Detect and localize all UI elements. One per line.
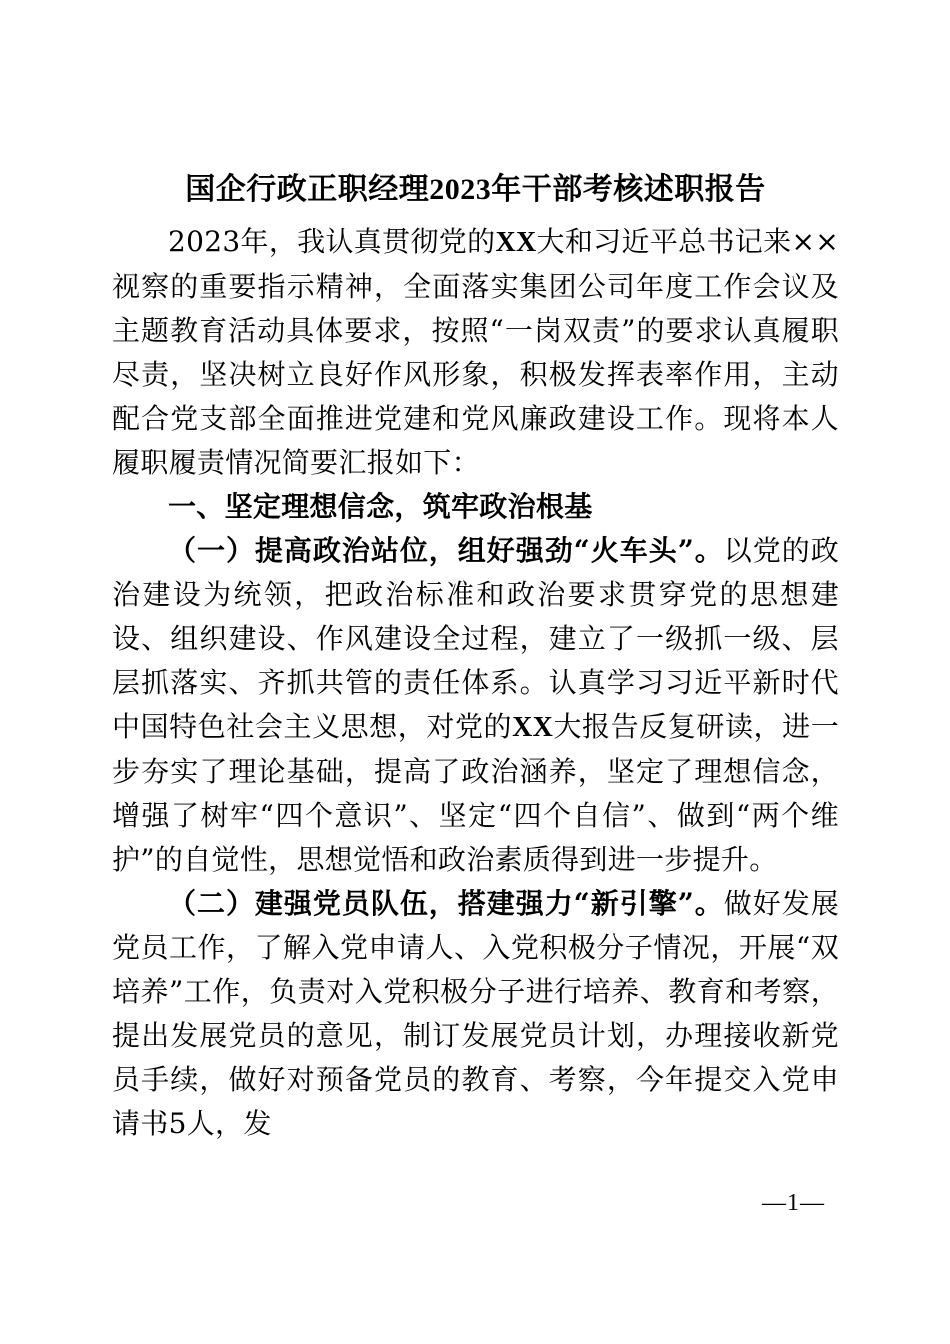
paragraph-item-2 (112, 882, 839, 1146)
intro-run-1: 2023年，我认真贯彻党的 (168, 225, 496, 258)
paragraph-intro (112, 220, 839, 485)
item-1-run-1: 以党的政治建设为统领，把政治标准和政治要求贯穿党的思想建设、组织建设、作风建设全过程，建立了一级抓一级、层层抓落实、齐抓共管的责任体系。认真学习习近平新时代中国特色社会主义思想，对党的 (112, 534, 839, 743)
item-1-lead: （一）提高政治站位，组好强劲“火车头”。 (168, 534, 724, 567)
intro-run-3: 大和习近平总书记来××视察的重要指示精神，全面落实集团公司年度工作会议及主题教育活动具体要求，按照“一岗双责”的要求认真履职尽责，坚决树立良好作风形象，积极发挥表率作用，主动配合党支部全面推进党建和党风廉政建设工作。现将本人履职履责情况简要汇报如下： (112, 225, 839, 479)
intro-run-xx: XX (495, 227, 537, 258)
item-1-run-3: 大报告反复研读，进一步夯实了理论基础，提高了政治涵养，坚定了理想信念，增强了树牢“四个意识”、坚定“四个自信”、做到“两个维护”的自觉性，思想觉悟和政治素质得到进一步提升。 (112, 710, 839, 876)
page-number: —1— (762, 1190, 825, 1216)
item-1-run-xx: XX (512, 712, 554, 743)
document-content (112, 168, 839, 1146)
item-2-lead: （二）建强党员队伍，搭建强力“新引擎”。 (168, 887, 724, 920)
page-title: 国企行政正职经理2023年干部考核述职报告 (185, 173, 766, 206)
item-2-body: 做好发展党员工作，了解入党申请人、入党积极分子情况，开展“双培养”工作，负责对入党积极分子进行培养、教育和考察，提出发展党员的意见，制订发展党员计划，办理接收新党员手续，做好对预备党员的教育、考察，今年提交入党申请书5人，发 (112, 887, 839, 1140)
section-heading-1: 一、坚定理想信念，筑牢政治根基 (168, 491, 593, 522)
paragraph-item-1 (112, 529, 839, 882)
